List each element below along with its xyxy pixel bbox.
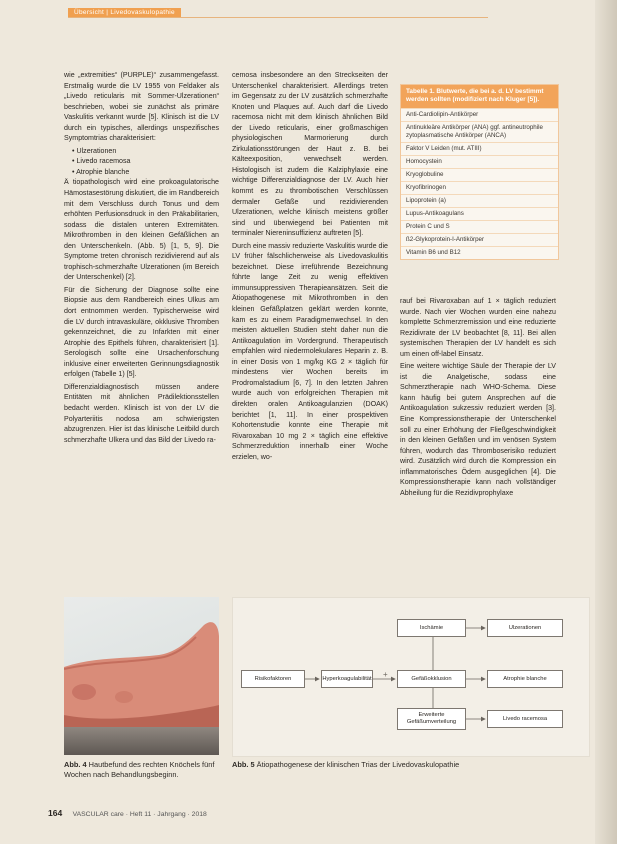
table-row: Antinukleäre Antikörper (ANA) ggf. antineutrophile zytoplasmatische Antikörper (ANCA) [401,121,558,142]
table-row: Faktor V Leiden (mut. ATIII) [401,142,558,155]
page-edge-shadow [595,0,617,844]
node-hypercoagulability: Hyperkoagulabilität [321,670,373,688]
node-vessel-redistribution: Erweiterte Gefäßumverteilung [397,708,466,730]
node-vessel-occlusion: Gefäßokklusion [397,670,466,688]
node-risk-factors: Risikofaktoren [241,670,305,688]
header-rule [68,17,488,18]
table-box [400,84,559,260]
list-item: • Livedo racemosa [72,156,219,167]
node-atrophie-blanche: Atrophie blanche [487,670,563,688]
floor [64,727,219,755]
table-row: Protein C und S [401,220,558,233]
page-number: 164 [48,808,63,818]
caption-text: Hautbefund des rechten Knöchels fünf Wochen nach Behandlungsbeginn. [64,760,215,779]
node-livedo-racemosa: Livedo racemosa [487,710,563,728]
foot-photo [64,597,219,755]
paragraph: Ä tiopathologisch wird eine prokoagulatorische Hämostasestörung diskutiert, die im Randbereich mit dem Verschluss durch Tonus und dem erhöhten Perfusionsdruck in den Präkabilitarien, sodass die distalen unteren Extremitäten. Mikrothromben in den kleinen Gefäßlichen an den Unterschenkeln. (Abb. 5) [1, 5, 9]. Die Symptome treten chronisch rezidivierend auf als trophisch-schmerzhafte Ulzerationen (im Bereich der Unterschenkel) [2]. [64,178,219,282]
caption-text: Ätiopathogenese der klinischen Trias der Livedovaskulopathie [254,760,460,769]
table-row: Lupus-Antikoagulans [401,207,558,220]
paragraph: Eine weitere wichtige Säule der Therapie der LV ist die Analgetische, sodass eine Schmerztherapie nach WHO-Schema. Diese kann häufig bei gutem Ansprechen auf die Antikoagulation sukzessiv reduziert werden [3]. Eine Kompressionstherapie der Unterschenkel soll zu einer Erhöhung der Fließgeschwindigkeit in den kleinen Gefäßen und im venösen System führen, wodurch das Thromboserisiko reduziert wird. Zusätzlich wird durch die Kompression ein inflammatorisches Ödem ausgeglichen [4]. Die Kompressionstherapie kann nach vollständiger Abheilung für die Rezidivprophylaxe [400,362,556,497]
page-footer [48,808,207,818]
section-topic: Livedovaskulopathie [110,9,175,16]
text-column-3 [400,296,556,500]
section-label: Übersicht [74,9,105,16]
caption-label: Abb. 4 [64,760,87,769]
paragraph: Für die Sicherung der Diagnose sollte eine Biopsie aus dem Randbereich eines Ulkus am dort entnommen werden. Typischerweise wird die LV durch intravaskuläre, okklusive Thromben gekennzeichnet, die zu Infarkten mit einer Atrophie des Epithels führen, charakterisiert [1]. Serologisch sollte eine Ursachenforschung inklusive einer erweiterten Gerinnungsdiagnostik erfolgen (Tabelle 1) [5]. [64,285,219,379]
table-row: Kryofibrinogen [401,181,558,194]
text-column-2 [232,70,388,464]
paragraph: rauf bei Rivaroxaban auf 1 × täglich reduziert wurde. Nach vier Wochen wurden eine nahezu komplette Schmerzremission und eine reduzierte Rezidivrate der LV beobachtet [8, 11]. Bei allen systemischen Therapien der LV handelt es sich um einen off-label Einsatz. [400,297,556,358]
list-item: • Ulzerationen [72,146,219,157]
table-row: Lipoprotein (a) [401,194,558,207]
paragraph: wie „extremities“ (PURPLE)“ zusammengefasst. Erstmalig wurde die LV 1955 von Feldaker als „Livedo reticularis mit Sommer-Ulzerationen“ beschrieben, wobei sie zunächst als primäre Vaskulitis verkannt wurde [5]. Klinisch ist die LV durch ein typisches, allerdings unspezifisches Symptomtrias charakterisiert: [64,71,219,143]
section-header: Übersicht | Livedovaskulopathie [68,8,181,17]
node-ischemia: Ischämie [397,619,466,637]
caption-label: Abb. 5 [232,760,255,769]
paragraph: cemosa insbesondere an den Streckseiten der Unterschenkel charakterisiert. Allerdings treten im Gegensatz zu der LV zusätzlich schmerzhafte Knoten und Plaques auf. Auch darf die Livedo racemosa nicht mit dem klinisch ähnlichen Bild der Livedo reticularis, einer großmaschigen physiologischen Marmorierung durch Zirkulationsstörungen der Haut z. B. bei Kälteexposition, verwechselt werden. Histologisch ist zudem die Kalziphylaxie eine wichtige Differenzialdiagnose der LV. Auch hier kommt es zu thrombotischen Verschlüssen dermaler Gefäße und rezidivierenden Ulzerationen, welche klinisch meistens größer sind und überwiegend bei Patienten mit terminaler Niereninsuffizienz auftreten [5]. [232,71,388,238]
journal-info: VASCULAR care · Heft 11 · Jahrgang · 2018 [72,811,207,818]
table-row: Homocystein [401,155,558,168]
table-row: ß2-Glykoprotein-I-Antikörper [401,233,558,246]
table-row: Vitamin B6 und B12 [401,246,558,259]
figure-4-caption [64,760,219,779]
plus-sign: + [383,670,388,679]
node-ulcerations: Ulzerationen [487,619,563,637]
figure-5-caption [232,760,592,770]
paragraph: Durch eine massiv reduzierte Vaskulitis wurde die LV früher fälschlicherweise als Livedovaskulitis bezeichnet. Diese irreführende Bezeichnung führte lange Zeit zu wenig effektiven immunsuppressiven Therapieansätzen. Seit die Ätiopathogenese mit Mikrothromben in den kleinen Gefäßplatzen geklärt werden konnte, kam es zu einem Paradigmenwechsel. In den meisten aktuellen Studien steht daher nun die Antikoagulation im Vordergrund. Therapeutisch empfahlen wird niedermolekulares Heparin z. B. in einer Dosis von 1 mg/kg KG 2 × täglich für mindestens vier Wochen bereits im Prodromalstadium [6, 7]. In den letzten Jahren wurde auch von erfolgreichen Therapien mit direkten oralen Antikoagulanzien (DOAK) berichtet [1, 11]. In einer prospektiven Kohortenstudie konnte eine Therapie mit Rivaroxaban 10 mg 2 × täglich eine effektive Schmerzreduktion innerhalb einer Woche erzielen, wo- [232,241,388,461]
table-title: Tabelle 1. Blutwerte, die bei a. d. LV bestimmt werden sollten (modifiziert nach Kluger [5]). [401,85,558,108]
table-row: Kryoglobuline [401,168,558,181]
symptom-list [64,146,219,178]
table-row: Anti-Cardiolipin-Antikörper [401,108,558,121]
pathogenesis-diagram [232,597,590,757]
paragraph: Differenzialdiagnostisch müssen andere Entitäten mit ähnlichen Prädilektionsstellen bedacht werden. Klinisch ist von der LV die Polyarteriitis nodosa am schwierigsten abzugrenzen. Hier ist das klinische Leitbild durch schmerzhafte Ulkera und das Bild der Livedo ra- [64,382,219,444]
list-item: • Atrophie blanche [72,167,219,178]
text-column-1 [64,70,219,447]
